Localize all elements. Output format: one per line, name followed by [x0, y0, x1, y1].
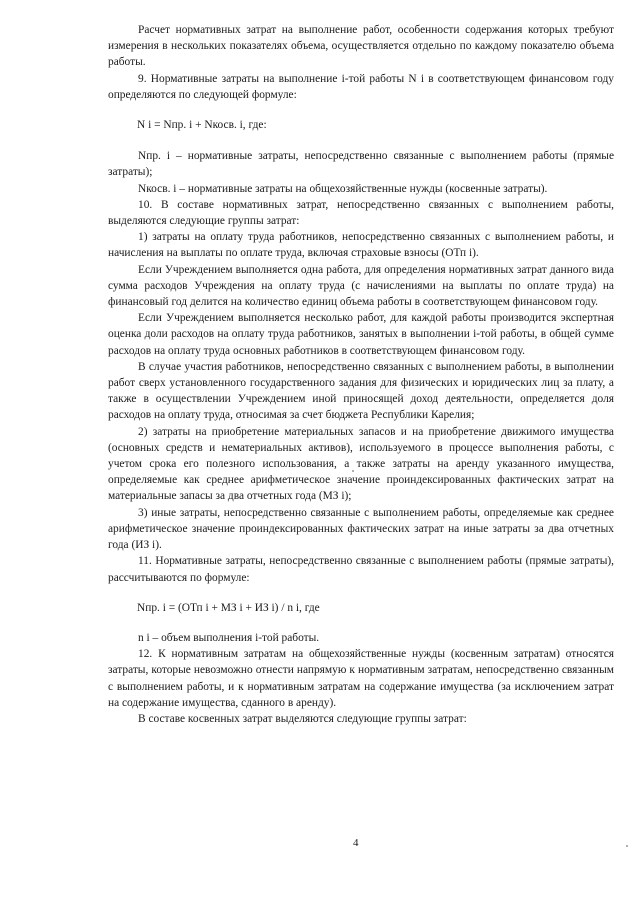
document-page [108, 22, 614, 727]
scan-speck [352, 470, 354, 472]
paragraph-intro: Расчет нормативных затрат на выполнение работ, особенности содержания которых требуют измерения в нескольких показателях объема, осуществляется отдельно по каждому показателю объема работы. [108, 24, 614, 69]
paragraph-one-work: Если Учреждением выполняется одна работа, для определения нормативных затрат данного вида сумма расходов Учреждения на оплату труда (с начислениями на выплаты по оплате труда) на финансовый год делится на количество единиц объема работы в соответствующем финансовом году. [108, 263, 614, 309]
scan-speck [626, 845, 628, 847]
list-item-3: 3) иные затраты, непосредственно связанные с выполнением работы, определяемые как среднее арифметическое значение проиндексированных фактических затрат на иные затраты за два отчетных года (ИЗ i). [108, 506, 614, 552]
paragraph-9: 9. Нормативные затраты на выполнение i-той работы N i в соответствующем финансовом году определяются по следующей формуле: [108, 72, 614, 101]
paragraph-11: 11. Нормативные затраты, непосредственно связанные с выполнением работы (прямые затраты), рассчитываются по формуле: [108, 555, 614, 584]
paragraph-several-works: Если Учреждением выполняется несколько работ, для каждой работы производится экспертная оценка доли расходов на оплату труда работников, занятых в выполнении i-той работы, в общей сумме расходов на оплату труда основных работников в соответствующем финансовом году. [108, 312, 614, 357]
definition-n-i: n i – объем выполнения i-той работы. [138, 631, 320, 644]
paragraph-12: 12. К нормативным затратам на общехозяйственные нужды (косвенным затратам) относятся затраты, которые невозможно отнести напрямую к нормативным затратам, непосредственно связанным с выполнением работы, и к нормативным затратам на содержание имущества (за исключением затрат на содержание имущества, сданного в аренду). [108, 648, 614, 709]
formula-n-i: N i = Nпр. i + Nкосв. i, где: [137, 119, 267, 132]
list-item-1: 1) затраты на оплату труда работников, непосредственно связанных с выполнением работы, и начисления на выплаты по оплате труда, включая страховые взносы (ОТп i). [108, 231, 614, 260]
definition-npr: Nпр. i – нормативные затраты, непосредственно связанные с выполнением работы (прямые затраты); [108, 150, 614, 179]
definition-nkosv: Nкосв. i – нормативные затраты на общехозяйственные нужды (косвенные затраты). [138, 182, 548, 195]
formula-npr: Nпр. i = (ОТп i + МЗ i + ИЗ i) / n i, где [137, 601, 320, 614]
paragraph-10: 10. В составе нормативных затрат, непосредственно связанных с выполнением работы, выделяются следующие группы затрат: [108, 198, 614, 228]
paragraph-participation: В случае участия работников, непосредственно связанных с выполнением работы, в выполнении работ сверх установленного государственного задания для физических и юридических лиц за плату, а также в осуществлении Учреждением иной приносящей доход деятельности, определяется доля расходов на оплату труда, относимая за счет бюджета Республики Карелия; [108, 360, 614, 422]
list-item-2: 2) затраты на приобретение материальных запасов и на приобретение движимого имущества (основных средств и нематериальных активов), используемого в процессе выполнения работы, с учетом срока его полезного использования, а также затраты на аренду указанного имущества, определяемые как среднее арифметическое значение проиндексированных фактических затрат на материальные запасы за два отчетных года (МЗ i); [108, 425, 614, 503]
paragraph-indirect-groups: В составе косвенных затрат выделяются следующие группы затрат: [138, 712, 467, 725]
page-number: 4 [353, 837, 359, 849]
